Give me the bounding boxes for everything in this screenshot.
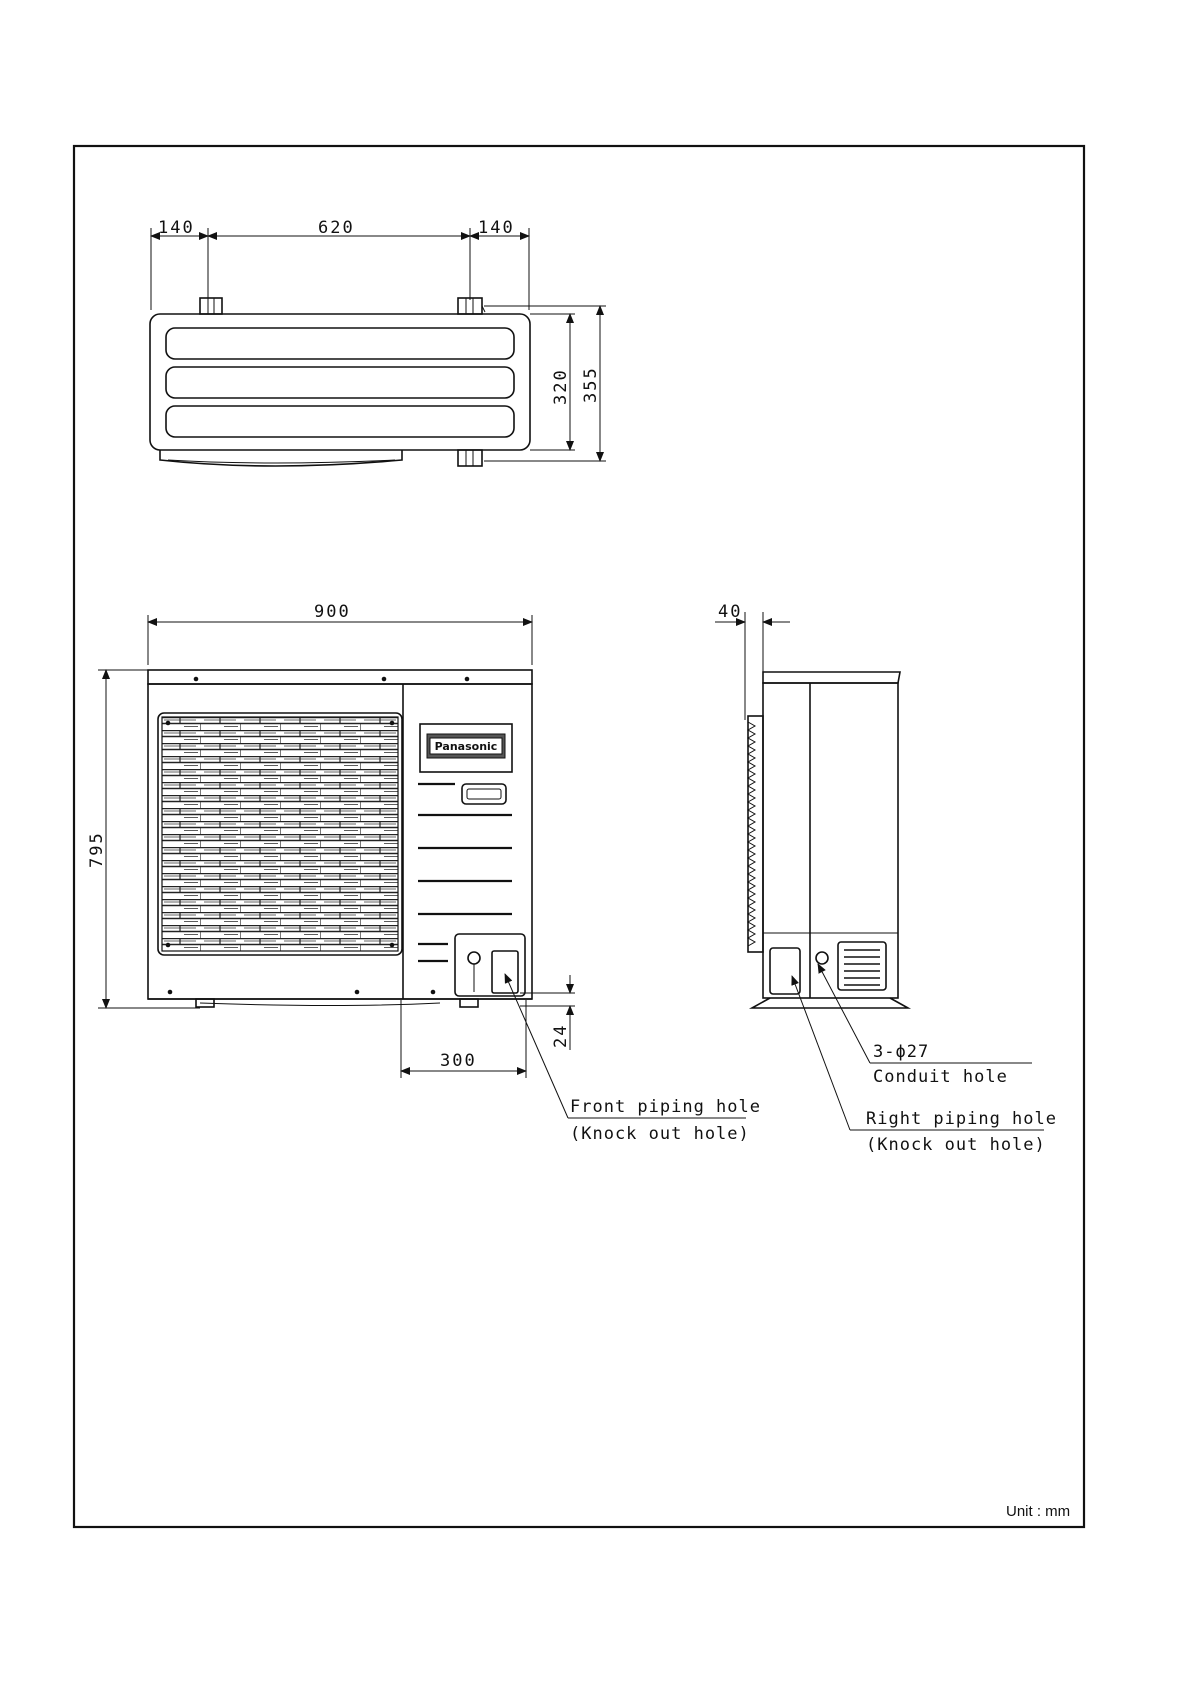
- top-view-foot: [458, 450, 482, 466]
- right-hole-sub: (Knock out hole): [866, 1135, 1046, 1155]
- top-view-slot: [166, 367, 514, 398]
- front-dim-foot: 24: [551, 1023, 571, 1048]
- conduit-sub: Conduit hole: [873, 1067, 1008, 1087]
- front-piping-hole: [455, 934, 525, 996]
- top-dim-left: 140: [158, 218, 195, 238]
- conduit-hole: [816, 952, 828, 964]
- top-view-body: [150, 314, 530, 450]
- front-dim-pipe-offset: 300: [440, 1051, 477, 1071]
- front-dim-width: 900: [314, 602, 351, 622]
- front-top-cover: [148, 670, 532, 684]
- top-view-foot: [200, 298, 222, 314]
- front-hole-sub: (Knock out hole): [570, 1124, 750, 1144]
- side-base: [752, 998, 908, 1008]
- conduit-label: 3-ϕ27: [873, 1042, 930, 1062]
- top-dim-depth-outer: 355: [581, 366, 601, 403]
- top-view: [150, 218, 606, 466]
- side-fins: [748, 716, 763, 952]
- unit-label: Unit : mm: [1006, 1503, 1071, 1520]
- top-view-slot: [166, 406, 514, 437]
- front-dim-height: 795: [87, 831, 107, 868]
- top-dim-middle: 620: [318, 218, 355, 238]
- model-badge: [462, 784, 506, 804]
- side-view: [715, 602, 1057, 1155]
- right-hole-label: Right piping hole: [866, 1109, 1057, 1129]
- top-view-foot: [458, 298, 485, 314]
- top-view-slot: [166, 328, 514, 359]
- brand-text: Panasonic: [434, 740, 498, 753]
- front-foot: [460, 999, 478, 1007]
- fan-grille: [162, 717, 398, 951]
- top-dim-depth-inner: 320: [551, 368, 571, 405]
- front-view: [87, 602, 761, 1144]
- side-dim-depth: 40: [718, 602, 743, 622]
- top-dim-right: 140: [478, 218, 515, 238]
- front-hole-label: Front piping hole: [570, 1097, 761, 1117]
- right-piping-hole: [770, 948, 800, 994]
- side-vent: [838, 942, 886, 990]
